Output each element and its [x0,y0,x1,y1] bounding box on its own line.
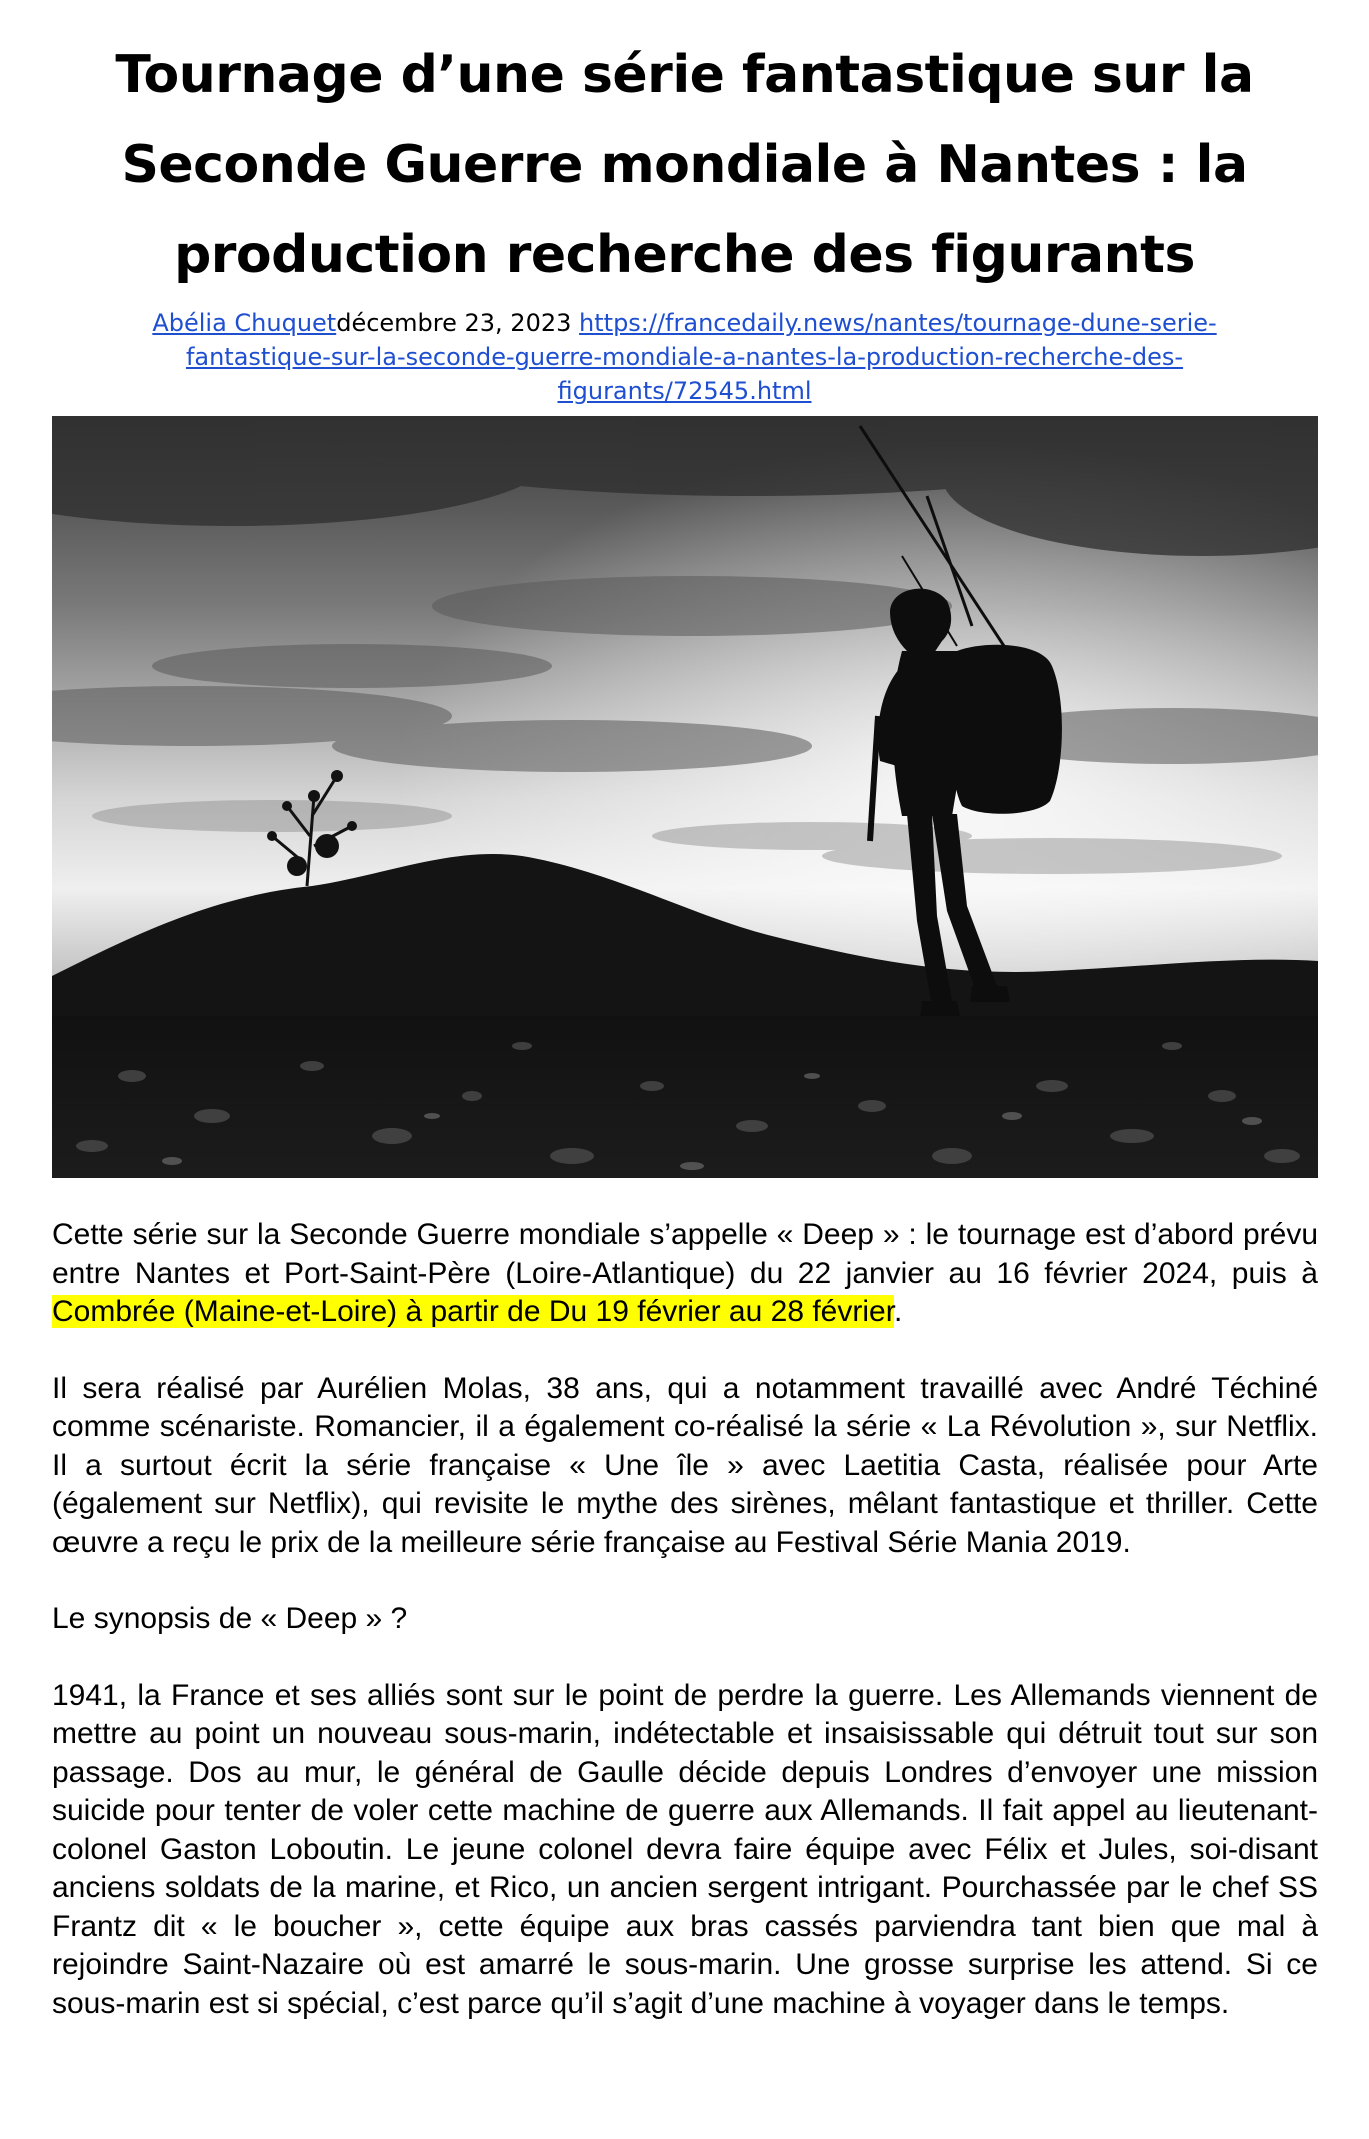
article-title: Tournage d’une série fantastique sur la Seconde Guerre mondiale à Nantes : la production recherche des figurants [115,45,1254,285]
paragraph-synopsis: 1941, la France et ses alliés sont sur le point de perdre la guerre. Les Allemands viennent de mettre au point un nouveau sous-marin, indétectable et insaisissable qui détruit tout sur son passage. Dos au mur, le général de Gaulle décide depuis Londres d’envoyer une mission suicide pour tenter de voler cette machine de guerre aux Allemands. Il fait appel au lieutenant-colonel Gaston Loboutin. Le jeune colonel devra faire équipe avec Félix et Jules, soi-disant anciens soldats de la marine, et Rico, un ancien sergent intrigant. Pourchassée par le chef SS Frantz dit « le boucher », cette équipe aux bras cassés parviendra tant bien que mal à rejoindre Saint-Nazaire où est amarré le sous-marin. Une grosse surprise les attend. Si ce sous-marin est si spécial, c’est parce qu’il s’agit d’une machine à voyager dans le temps. [52,1678,1318,2020]
article-body [52,1216,1318,2061]
soldier-silhouette-photo [52,416,1318,1178]
paragraph-intro [52,1216,1318,1332]
paragraph-intro-text: Cette série sur la Seconde Guerre mondiale s’appelle « Deep » : le tournage est d’abord prévu entre Nantes et Port-Saint-Père (Loire-Atlantique) du 22 janvier au 16 février 2024, puis à [52,1218,1318,1290]
article-date: décembre 23, 2023 [336,309,572,337]
source-url-link[interactable]: https://francedaily.news/nantes/tournage-dune-serie-fantastique-sur-la-seconde-guerre-mondiale-a-nantes-la-production-recherche-des-figurants/72545.html [185,309,1217,405]
author-link[interactable]: Abélia Chuquet [152,309,337,337]
paragraph-director: Il sera réalisé par Aurélien Molas, 38 ans, qui a notamment travaillé avec André Téchiné comme scénariste. Romancier, il a également co-réalisé la série « La Révolution », sur Netflix. Il a surtout écrit la série française « Une île » avec Laetitia Casta, réalisée pour Arte (également sur Netflix), qui revisite le mythe des sirènes, mêlant fantastique et thriller. Cette œuvre a reçu le prix de la meilleure série française au Festival Série Mania 2019. [52,1371,1318,1559]
paragraph-synopsis-heading: Le synopsis de « Deep » ? [52,1602,408,1635]
paragraph-intro-end: . [894,1295,903,1328]
highlighted-location-dates: Combrée (Maine-et-Loire) à partir de Du 19 février au 28 février [52,1295,895,1328]
byline [95,306,1274,408]
